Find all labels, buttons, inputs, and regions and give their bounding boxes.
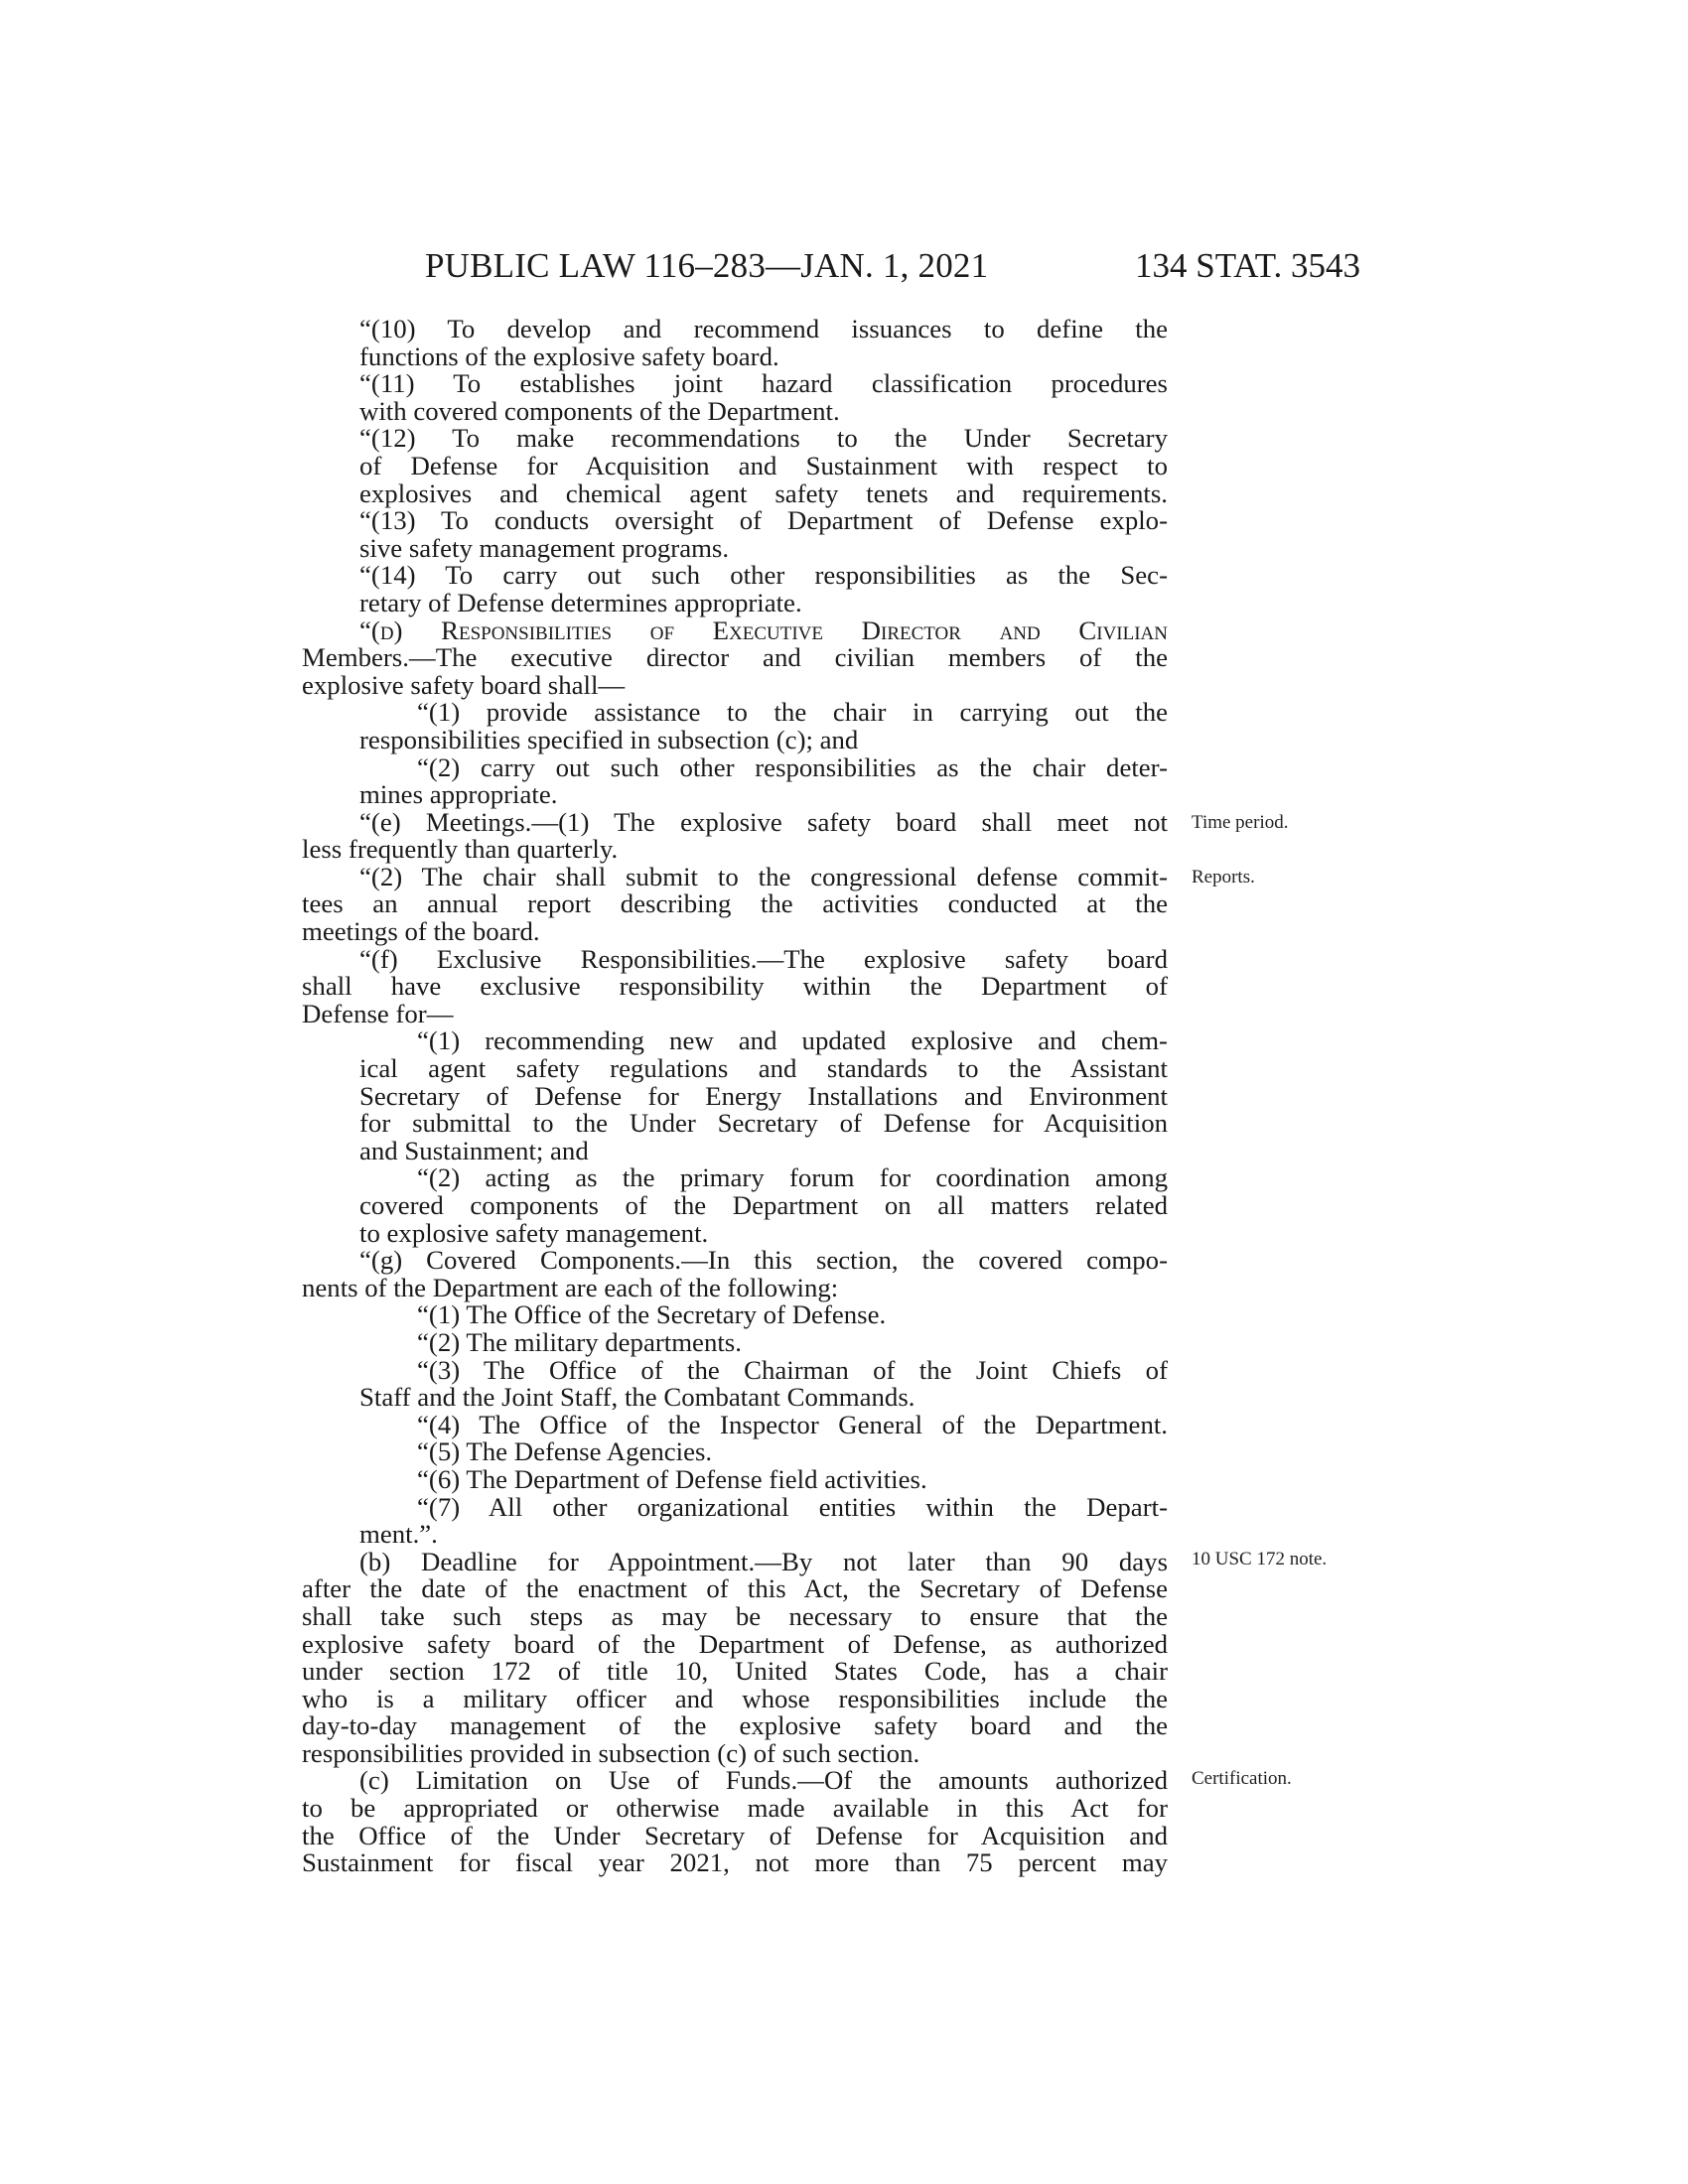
text-line: “(2) acting as the primary forum for coordination among [417,1162,1168,1193]
subsection-heading-d: “(d) Responsibilities of Executive Director and Civilian [359,614,1168,645]
text-line: “(6) The Department of Defense field activities. [417,1463,927,1494]
text-line: Members.—The executive director and civilian members of the [302,642,1168,673]
text-line: “(14) To carry out such other responsibilities as the Sec- [359,560,1168,591]
text-line: under section 172 of title 10, United States Code, has a chair [302,1656,1168,1687]
text-line: tees an annual report describing the activities conducted at the [302,888,1168,919]
margin-note-usc: 10 USC 172 note. [1192,1549,1328,1570]
text-line: responsibilities provided in subsection (c) of such section. [302,1737,920,1768]
text-line: retary of Defense determines appropriate. [359,587,802,617]
text-line: nents of the Department are each of the following: [302,1272,839,1302]
text-line: the Office of the Under Secretary of Defense for Acquisition and [302,1820,1168,1850]
subsection-heading-e: “(e) Meetings.—(1) The explosive safety board shall meet not [359,806,1168,837]
text-line: Staff and the Joint Staff, the Combatant Commands. [359,1382,915,1413]
text-line: “(13) To conducts oversight of Department of Defense explo- [359,505,1168,536]
text-line: Sustainment for fiscal year 2021, not more than 75 percent may [302,1847,1168,1878]
subsection-heading-b: (b) Deadline for Appointment.—By not later than 90 days [359,1546,1168,1576]
text-line: “(2) The military departments. [417,1326,742,1357]
text-line: meetings of the board. [302,916,540,947]
text-line: Secretary of Defense for Energy Installations and Environment [359,1080,1168,1111]
text-line: shall have exclusive responsibility within the Department of [302,971,1168,1002]
running-header-page-number: 134 STAT. 3543 [1135,246,1360,285]
subsection-heading-g: “(g) Covered Components.—In this section, the covered compo- [359,1245,1168,1276]
text-line: “(7) All other organizational entities within the Depart- [417,1491,1168,1522]
text-line: functions of the explosive safety board. [359,341,779,371]
text-line: “(2) The chair shall submit to the congressional defense commit- [359,861,1168,891]
text-line: “(1) recommending new and updated explosive and chem- [417,1025,1168,1056]
text-line: “(12) To make recommendations to the Under Secretary [359,423,1168,454]
margin-note-certification: Certification. [1192,1768,1292,1789]
text-line: explosive safety board shall— [302,669,626,700]
margin-note-reports: Reports. [1192,867,1255,887]
text-line: covered components of the Department on all matters related [359,1190,1168,1220]
text-line: “(5) The Defense Agencies. [417,1436,713,1467]
text-line: shall take such steps as may be necessary to ensure that the [302,1600,1168,1631]
text-line: who is a military officer and whose responsibilities include the [302,1683,1168,1713]
text-line: “(3) The Office of the Chairman of the Joint Chiefs of [417,1354,1168,1385]
text-line: “(10) To develop and recommend issuances to define the [359,314,1168,343]
subsection-heading-c: (c) Limitation on Use of Funds.—Of the amounts authorized [359,1765,1168,1796]
text-line: for submittal to the Under Secretary of Defense for Acquisition [359,1108,1168,1139]
text-line: “(1) The Office of the Secretary of Defense. [417,1299,887,1330]
text-line: day-to-day management of the explosive safety board and the [302,1710,1168,1741]
statute-body-text [302,316,1168,1877]
text-line: “(4) The Office of the Inspector General of the Department. [417,1409,1168,1439]
text-line: “(1) provide assistance to the chair in carrying out the [417,697,1168,728]
text-line: to explosive safety management. [359,1217,709,1248]
text-line: “(11) To establishes joint hazard classification procedures [359,368,1168,399]
text-line: ment.”. [359,1519,438,1550]
text-line: to be appropriated or otherwise made available in this Act for [302,1793,1168,1824]
text-line: less frequently than quarterly. [302,834,619,865]
text-line: of Defense for Acquisition and Sustainment with respect to [359,450,1168,480]
text-line: with covered components of the Department. [359,395,840,426]
subsection-heading-f: “(f) Exclusive Responsibilities.—The explosive safety board [359,943,1168,974]
text-line: responsibilities specified in subsection (c); and [359,724,859,754]
text-line: ical agent safety regulations and standards to the Assistant [359,1053,1168,1084]
margin-note-time-period: Time period. [1192,812,1289,833]
text-line: Defense for— [302,998,454,1028]
text-line: explosives and chemical agent safety tenets and requirements. [359,478,1168,508]
running-header-title: PUBLIC LAW 116–283—JAN. 1, 2021 [425,246,989,285]
text-line: “(2) carry out such other responsibilities as the chair deter- [417,751,1168,782]
text-line: after the date of the enactment of this Act, the Secretary of Defense [302,1573,1168,1604]
text-line: sive safety management programs. [359,532,730,563]
text-line: explosive safety board of the Department of Defense, as authorized [302,1628,1168,1659]
text-line: mines appropriate. [359,779,558,810]
text-line: and Sustainment; and [359,1135,589,1165]
